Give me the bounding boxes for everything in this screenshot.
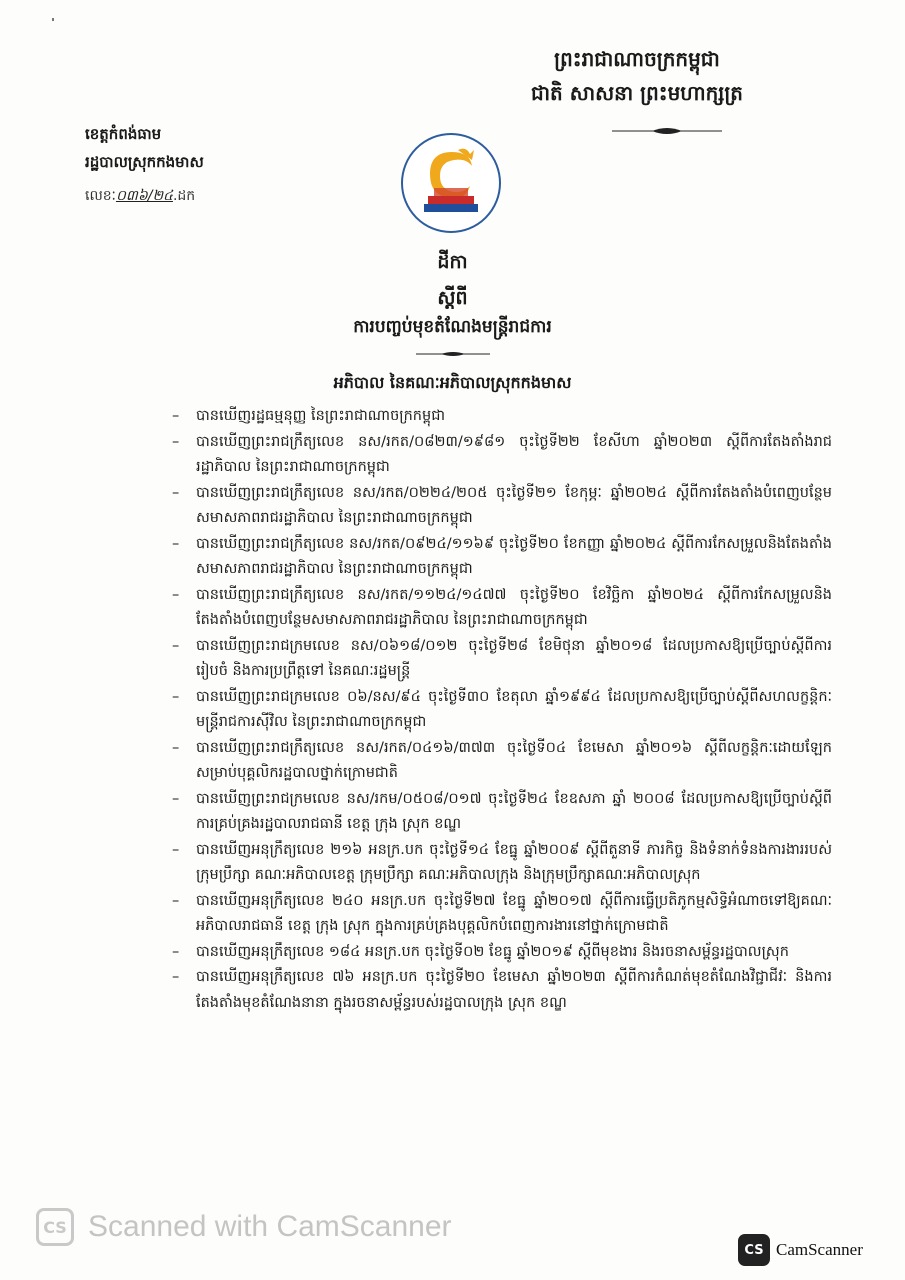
preamble-clauses: [172, 404, 832, 1016]
clause-bullet: –: [172, 841, 180, 858]
clause-text: បានឃើញអនុក្រឹត្យលេខ ៧៦ អនក្រ.បក ចុះថ្ងៃទី២០ ខែមេសា ឆ្នាំ២០២៣ ស្តីពីការកំណត់មុខតំណែងវិជ្ជាជីវៈ និងការតែងតាំងមុខតំណែងនានា ក្នុងរចនាសម្ព័ន្ធរបស់រដ្ឋបាលក្រុង ស្រុក ខណ្ឌ: [196, 969, 832, 1011]
clause-text: បានឃើញព្រះរាជក្រឹត្យលេខ នស/រកត/០៩២៤/១១៦៩ ចុះថ្ងៃទី២០ ខែកញ្ញា ឆ្នាំ២០២៤ ស្តីពីការកែសម្រួលនិងតែងតាំងសមាសភាពរាជរដ្ឋាភិបាល នៃព្រះរាជាណាចក្រកម្ពុជា: [196, 535, 832, 577]
camscanner-watermark: [36, 1208, 452, 1246]
camscanner-brand-text: CamScanner: [776, 1240, 863, 1259]
clause-bullet: –: [172, 535, 180, 552]
clause-text: បានឃើញព្រះរាជក្រមលេខ ០៦/នស/៩៤ ចុះថ្ងៃទី៣០ ខែតុលា ឆ្នាំ១៩៩៤ ដែលប្រកាសឱ្យប្រើច្បាប់ស្តីពីសហលក្ខន្តិកៈមន្ត្រីរាជការស៊ីវិល នៃព្រះរាជាណាចក្រកម្ពុជា: [196, 688, 832, 730]
clause-bullet: –: [172, 484, 180, 501]
scan-speck: [52, 18, 54, 21]
preamble-clause: [172, 430, 832, 481]
divider-ornament-icon: [416, 350, 490, 358]
title-about: ស្តីពី: [437, 287, 468, 309]
camscanner-watermark-badge: CS: [36, 1208, 74, 1246]
preamble-clause: [172, 404, 832, 430]
clause-text: បានឃើញព្រះរាជក្រមលេខ នស/០៦១៨/០១២ ចុះថ្ងៃទី២៨ ខែមិថុនា ឆ្នាំ២០១៨ ដែលប្រកាសឱ្យប្រើច្បាប់ស្តីពីការរៀបចំ និងការប្រព្រឹត្តទៅ នៃគណៈរដ្ឋមន្ត្រី: [196, 637, 832, 679]
preamble-clause: [172, 940, 832, 966]
clause-bullet: –: [172, 586, 180, 603]
preamble-clause: [172, 736, 832, 787]
clause-bullet: –: [172, 408, 180, 424]
clause-bullet: –: [172, 739, 180, 756]
preamble-clause: [172, 787, 832, 838]
kingdom-header: [487, 42, 787, 110]
ministry-emblem-icon: [400, 132, 502, 234]
clause-text: បានឃើញអនុក្រឹត្យលេខ ១៨៤ អនក្រ.បក ចុះថ្ងៃទី០២ ខែធ្នូ ឆ្នាំ២០១៩ ស្តីពីមុខងារ និងរចនាសម្ព័ន្ធរដ្ឋបាលស្រុក: [196, 943, 789, 960]
clause-bullet: –: [172, 433, 180, 450]
national-motto: ជាតិ សាសនា ព្រះមហាក្សត្រ: [531, 81, 743, 105]
clause-bullet: –: [172, 892, 180, 909]
document-number: [85, 186, 195, 207]
preamble-clause: [172, 634, 832, 685]
document-type: ដីកា: [437, 251, 468, 273]
province-name: ខេត្តកំពង់ធាម: [85, 125, 162, 143]
document-number-prefix: លេខៈ: [85, 188, 116, 204]
district-administration: រដ្ឋបាលស្រុកកងមាស: [85, 153, 204, 171]
clause-bullet: –: [172, 637, 180, 654]
issuer-line: អភិបាល នៃគណៈអភិបាលស្រុកកងមាស: [333, 373, 572, 392]
clause-text: បានឃើញព្រះរាជក្រឹត្យលេខ នស/រកត/០៨២៣/១៩៨១ ចុះថ្ងៃទី២២ ខែសីហា ឆ្នាំ២០២៣ ស្តីពីការតែងតាំងរាជរដ្ឋាភិបាល នៃព្រះរាជាណាចក្រកម្ពុជា: [196, 433, 832, 475]
clause-text: បានឃើញព្រះរាជក្រឹត្យលេខ នស/រកត/០២២៤/២០៥ ចុះថ្ងៃទី២១ ខែកុម្ភៈ ឆ្នាំ២០២៤ ស្តីពីការតែងតាំងបំពេញបន្ថែមសមាសភាពរាជរដ្ឋាភិបាល នៃព្រះរាជាណាចក្រកម្ពុជា: [196, 484, 832, 526]
camscanner-watermark-text: Scanned with CamScanner: [88, 1210, 452, 1243]
clause-bullet: –: [172, 969, 180, 985]
preamble-clause: [172, 838, 832, 889]
clause-text: បានឃើញអនុក្រឹត្យលេខ ២១៦ អនក្រ.បក ចុះថ្ងៃទី១៤ ខែធ្នូ ឆ្នាំ២០០៩ ស្តីពីតួនាទី ភារកិច្ច និងទំនាក់ទំនងការងាររបស់ក្រុមប្រឹក្សា គណៈអភិបាលខេត្ត ក្រុមប្រឹក្សា គណៈអភិបាលក្រុង និងក្រុមប្រឹក្សាគណៈអភិបាលស្រុក: [196, 841, 832, 883]
clause-bullet: –: [172, 790, 180, 807]
clause-text: បានឃើញអនុក្រឹត្យលេខ ២៤០ អនក្រ.បក ចុះថ្ងៃទី២៧ ខែធ្នូ ឆ្នាំ២០១៧ ស្តីពីការធ្វើប្រតិភូកម្មសិទ្ធិអំណាចទៅឱ្យគណៈអភិបាលរាជធានី ខេត្ត ក្រុង ស្រុក ក្នុងការគ្រប់គ្រងបុគ្គលិកបំពេញការងារនៅថ្នាក់ក្រោមជាតិ: [196, 892, 832, 934]
preamble-clause: [172, 965, 832, 1016]
camscanner-brand: [738, 1234, 863, 1266]
clause-text: បានឃើញព្រះរាជក្រមលេខ នស/រកម/០៥០៨/០១៧ ចុះថ្ងៃទី២៤ ខែឧសភា ឆ្នាំ ២០០៨ ដែលប្រកាសឱ្យប្រើច្បាប់ស្តីពីការគ្រប់គ្រងរដ្ឋបាលរាជធានី ខេត្ត ក្រុង ស្រុក ខណ្ឌ: [196, 790, 832, 832]
document-subject: ការបញ្ចប់មុខតំណែងមន្ត្រីរាជការ: [353, 317, 552, 337]
clause-bullet: –: [172, 688, 180, 705]
clause-bullet: –: [172, 943, 180, 960]
preamble-clause: [172, 583, 832, 634]
document-number-suffix: .ដក: [172, 188, 196, 204]
clause-text: បានឃើញរដ្ឋធម្មនុញ្ញ នៃព្រះរាជាណាចក្រកម្ពុជា: [196, 408, 446, 424]
camscanner-logo-icon: CS: [738, 1234, 770, 1266]
preamble-clause: [172, 481, 832, 532]
issuing-authority: [85, 120, 204, 176]
clause-text: បានឃើញព្រះរាជក្រឹត្យលេខ នស/រកត/១១២៤/១៤៧៧ ចុះថ្ងៃទី២០ ខែវិច្ឆិកា ឆ្នាំ២០២៤ ស្តីពីការកែសម្រួលនិងតែងតាំងបំពេញបន្ថែមសមាសភាពរាជរដ្ឋាភិបាល នៃព្រះរាជាណាចក្រកម្ពុជា: [196, 586, 832, 628]
preamble-clause: [172, 532, 832, 583]
preamble-clause: [172, 685, 832, 736]
clause-text: បានឃើញព្រះរាជក្រឹត្យលេខ នស/រកត/០៤១៦/៣៧៣ ចុះថ្ងៃទី០៤ ខែមេសា ឆ្នាំ២០១៦ ស្តីពីលក្ខន្តិកៈដោយឡែកសម្រាប់បុគ្គលិករដ្ឋបាលថ្នាក់ក្រោមជាតិ: [196, 739, 832, 781]
preamble-clause: [172, 889, 832, 940]
document-number-handwritten: ០៣៦/២៤: [115, 188, 173, 204]
kingdom-title: ព្រះរាជាណាចក្រកម្ពុជា: [554, 47, 720, 71]
tacteng-ornament-icon: [612, 126, 722, 136]
